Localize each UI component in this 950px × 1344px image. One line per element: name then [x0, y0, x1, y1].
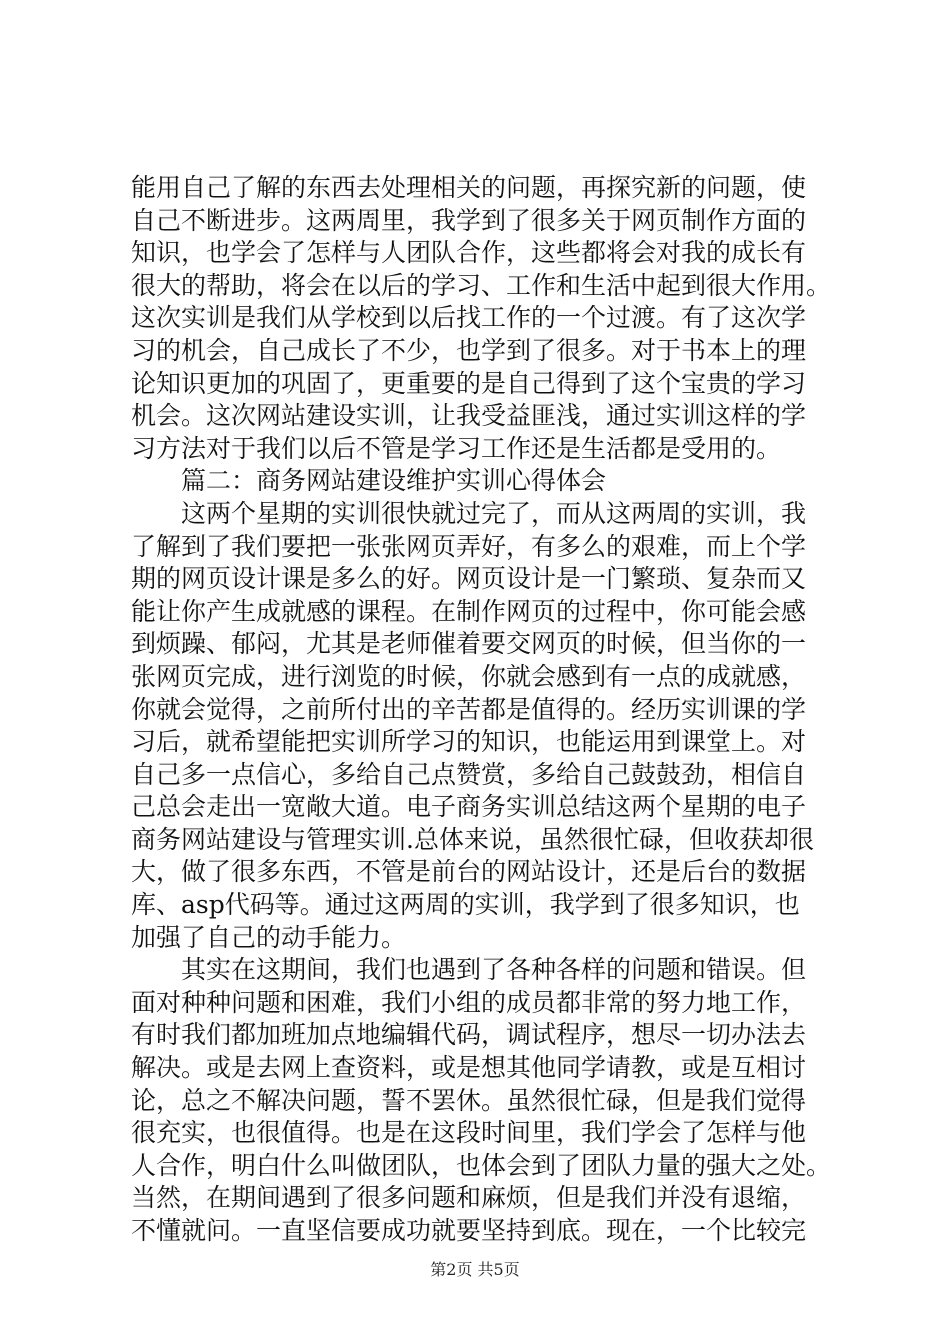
- text-line: 解决。或是去网上查资料，或是想其他同学请教，或是互相讨: [131, 1053, 807, 1083]
- text-line: 能让你产生成就感的课程。在制作网页的过程中，你可能会感: [131, 596, 807, 626]
- text-line: 很大的帮助，将会在以后的学习、工作和生活中起到很大作用。: [131, 270, 832, 300]
- text-line: 论，总之不解决问题，誓不罢休。虽然很忙碌，但是我们觉得: [131, 1085, 807, 1115]
- text-line: 了解到了我们要把一张张网页弄好，有多么的艰难，而上个学: [131, 531, 807, 561]
- text-line: 很充实，也很值得。也是在这段时间里，我们学会了怎样与他: [131, 1118, 807, 1148]
- text-line: 知识，也学会了怎样与人团队合作，这些都将会对我的成长有: [131, 238, 807, 268]
- text-line: 加强了自己的动手能力。: [131, 922, 407, 952]
- text-line: 论知识更加的巩固了，更重要的是自己得到了这个宝贵的学习: [131, 368, 807, 398]
- text-line: 期的网页设计课是多么的好。网页设计是一门繁琐、复杂而又: [131, 564, 807, 594]
- text-line: 商务网站建设与管理实训.总体来说，虽然很忙碌，但收获却很: [131, 824, 814, 854]
- text-line: 到烦躁、郁闷，尤其是老师催着要交网页的时候，但当你的一: [131, 629, 807, 659]
- document-body: [131, 172, 851, 1248]
- text-line: 其实在这期间，我们也遇到了各种各样的问题和错误。但: [131, 955, 807, 985]
- text-line: 当然，在期间遇到了很多问题和麻烦，但是我们并没有退缩，: [131, 1183, 807, 1213]
- text-line: 自己不断进步。这两周里，我学到了很多关于网页制作方面的: [131, 205, 807, 235]
- page-footer: [0, 1260, 950, 1280]
- text-line: 自己多一点信心，多给自己点赞赏，多给自己鼓鼓劲，相信自: [131, 759, 807, 789]
- text-line: 这两个星期的实训很快就过完了，而从这两周的实训，我: [131, 498, 807, 528]
- text-line: 张网页完成，进行浏览的时候，你就会感到有一点的成就感，: [131, 661, 807, 691]
- section-heading: 篇二：商务网站建设维护实训心得体会: [131, 466, 607, 496]
- text-line: 面对种种问题和困难，我们小组的成员都非常的努力地工作，: [131, 987, 807, 1017]
- text-line: 机会。这次网站建设实训，让我受益匪浅，通过实训这样的学: [131, 401, 807, 431]
- text-line: 你就会觉得，之前所付出的辛苦都是值得的。经历实训课的学: [131, 694, 807, 724]
- text-line: 己总会走出一宽敞大道。电子商务实训总结这两个星期的电子: [131, 792, 807, 822]
- text-line: 不懂就问。一直坚信要成功就要坚持到底。现在，一个比较完: [131, 1216, 807, 1245]
- text-line: 能用自己了解的东西去处理相关的问题，再探究新的问题，使: [131, 173, 807, 202]
- text-line: 习后，就希望能把实训所学习的知识，也能运用到课堂上。对: [131, 727, 807, 757]
- text-line: 习方法对于我们以后不管是学习工作还是生活都是受用的。: [131, 433, 782, 463]
- text-line: 大，做了很多东西，不管是前台的网站设计，还是后台的数据: [131, 857, 807, 887]
- text-line: 习的机会，自己成长了不少，也学到了很多。对于书本上的理: [131, 335, 807, 365]
- text-line: 这次实训是我们从学校到以后找工作的一个过渡。有了这次学: [131, 303, 807, 333]
- text-line: 人合作，明白什么叫做团队，也体会到了团队力量的强大之处。: [131, 1150, 832, 1180]
- page-number: 第2页 共5页: [430, 1260, 520, 1279]
- text-line: 库、asp代码等。通过这两周的实训，我学到了很多知识，也: [131, 890, 800, 920]
- text-line: 有时我们都加班加点地编辑代码，调试程序，想尽一切办法去: [131, 1020, 807, 1050]
